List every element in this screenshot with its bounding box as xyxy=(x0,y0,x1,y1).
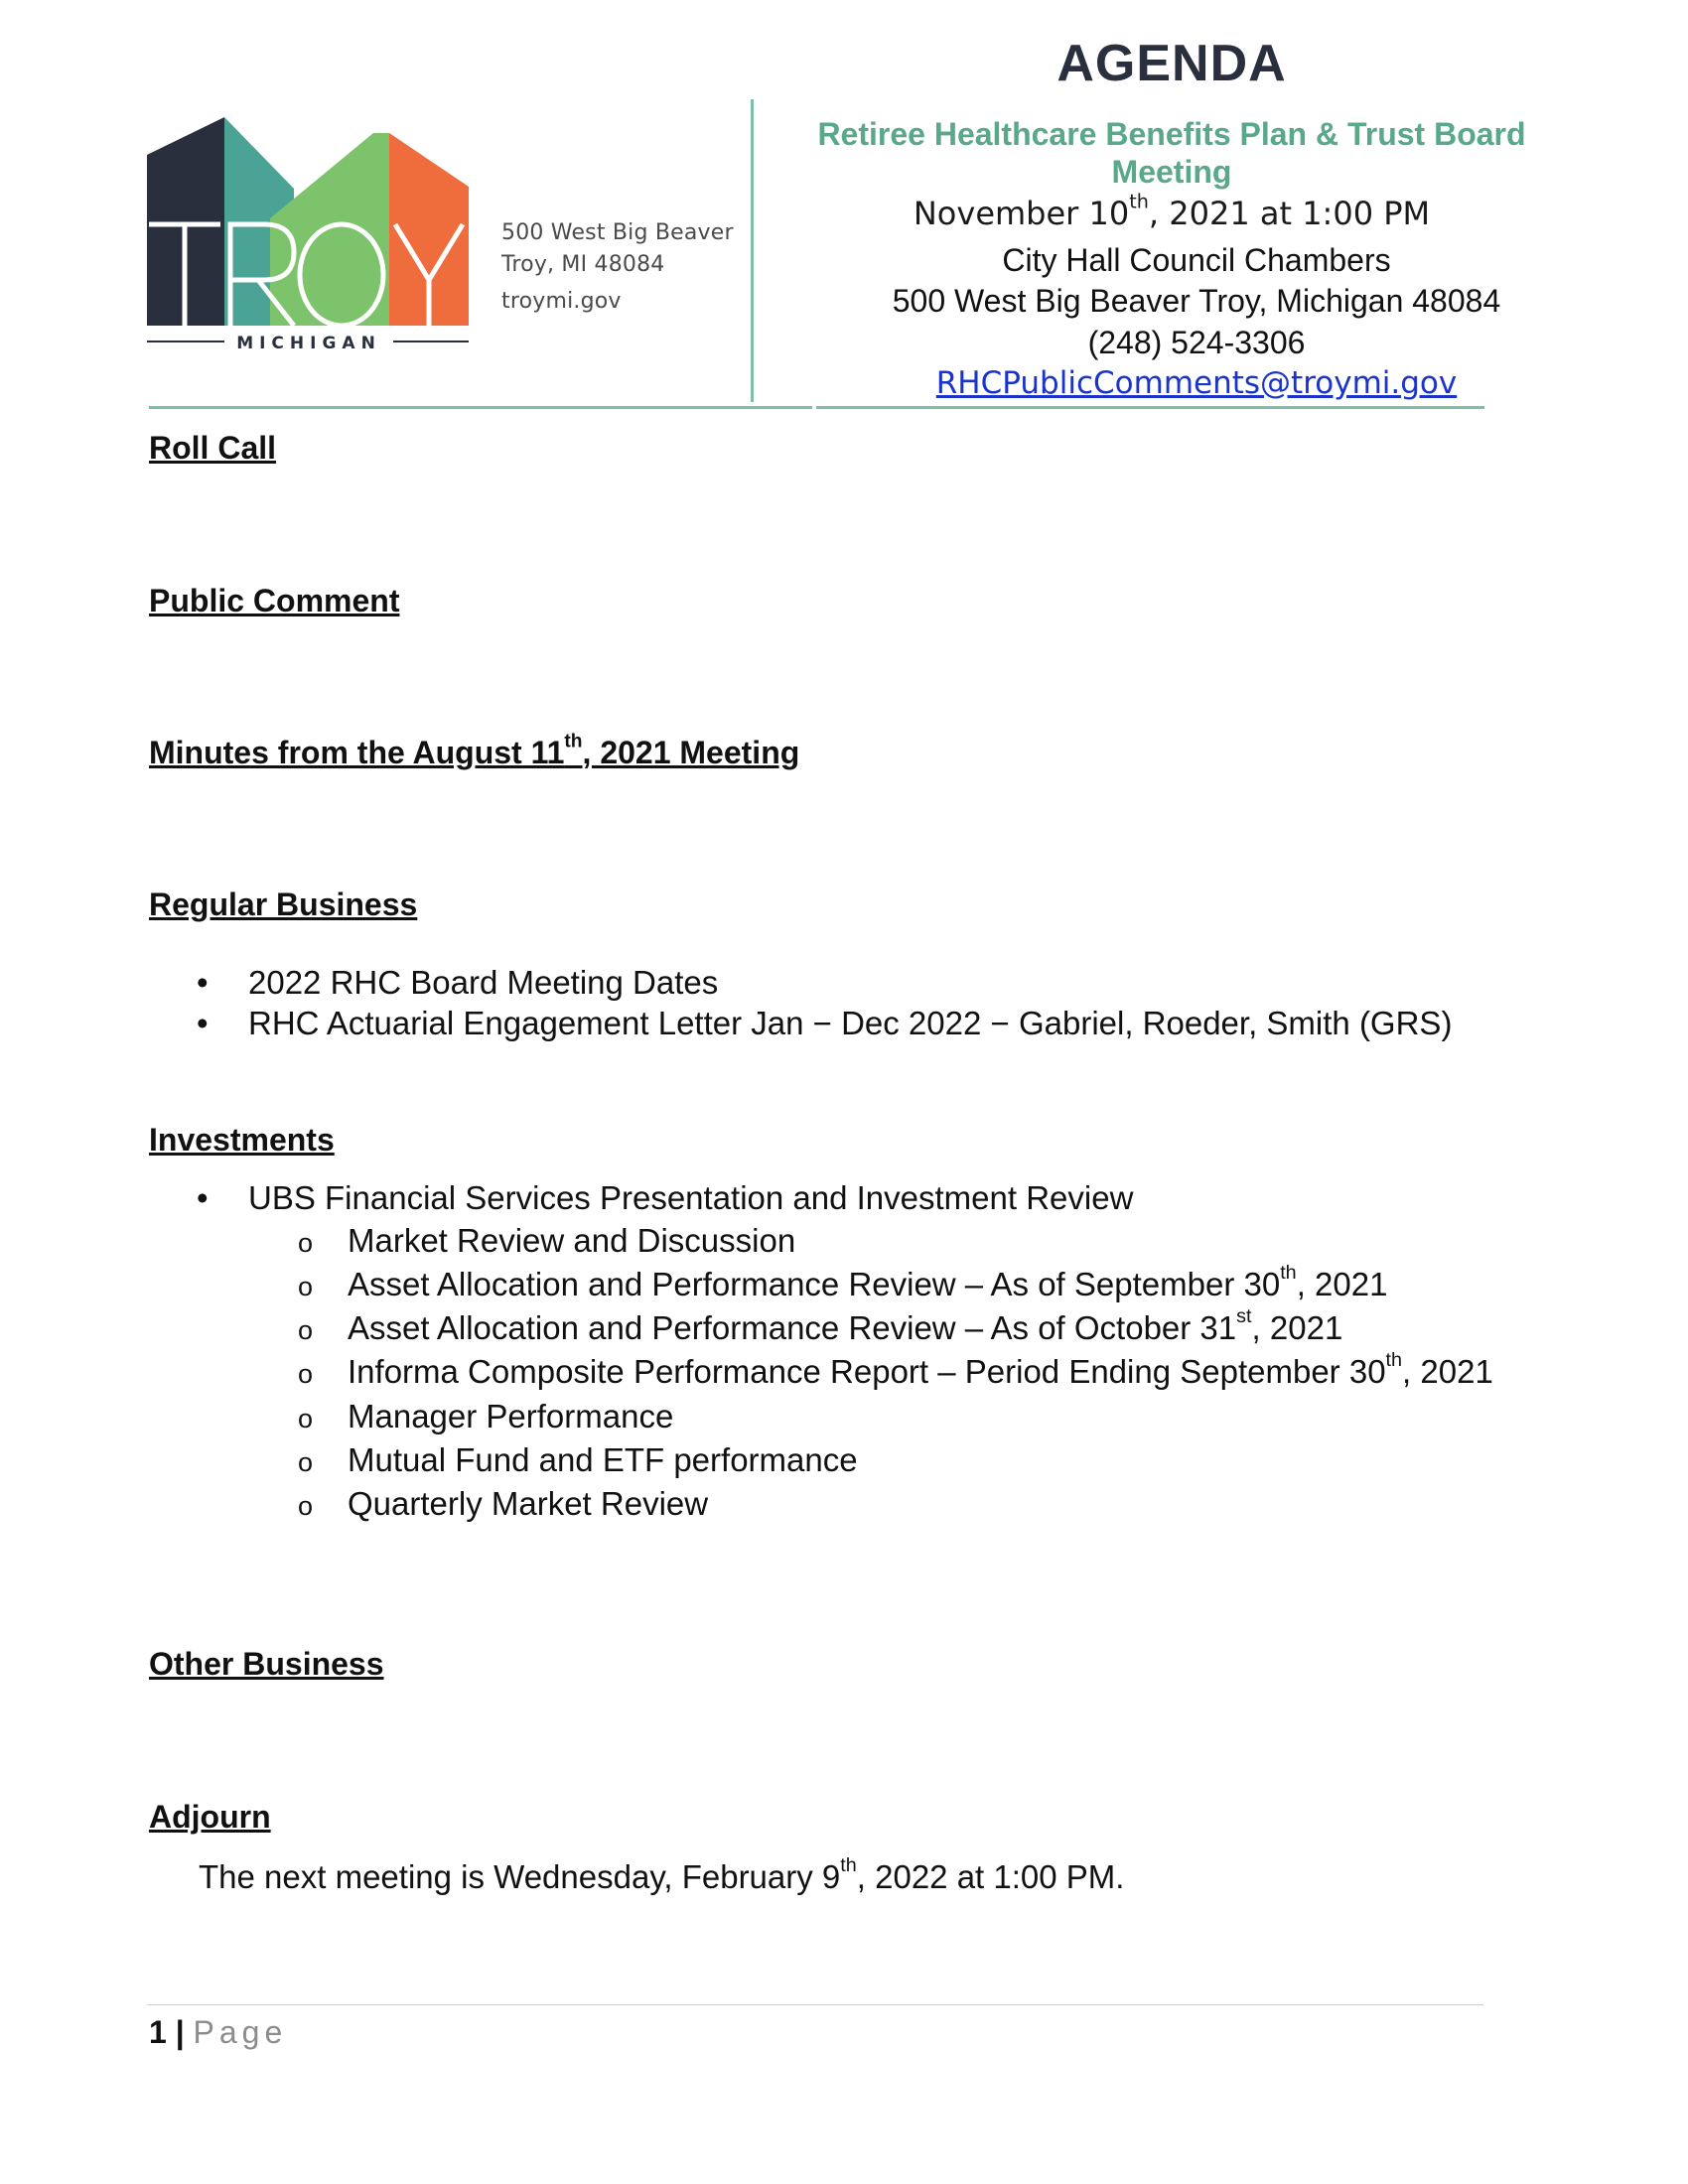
sub-bullet-icon: o xyxy=(298,1491,314,1521)
page-footer xyxy=(149,2014,287,2051)
header-vertical-divider xyxy=(751,99,754,402)
public-comment-heading: Public Comment xyxy=(149,583,400,618)
regular-business-item: 2022 RHC Board Meeting Dates xyxy=(248,964,719,1001)
investments-subitem: Mutual Fund and ETF performance xyxy=(348,1441,858,1478)
sub-bullet-icon: o xyxy=(298,1404,314,1433)
board-name-line2: Meeting xyxy=(1111,154,1232,190)
minutes-heading: Minutes from the August 11th, 2021 Meeting xyxy=(149,731,800,770)
meeting-date-time: November 10th, 2021 at 1:00 PM xyxy=(913,190,1431,232)
investments-subitem: Manager Performance xyxy=(348,1398,674,1434)
page-number: 1 xyxy=(149,2014,167,2050)
investments-heading: Investments xyxy=(149,1122,335,1158)
bullet-icon: • xyxy=(197,964,209,1001)
sub-bullet-icon: o xyxy=(298,1228,314,1258)
sub-bullet-icon: o xyxy=(298,1272,314,1301)
logo-subtitle: MICHIGAN xyxy=(236,334,381,353)
logo-address-line1: 500 West Big Beaver xyxy=(501,220,734,245)
public-comments-email-link[interactable]: RHCPublicComments@troymi.gov xyxy=(935,365,1458,401)
adjourn-heading: Adjourn xyxy=(149,1799,271,1835)
agenda-title: AGENDA xyxy=(1056,35,1287,92)
meeting-street-address: 500 West Big Beaver Troy, Michigan 48084 xyxy=(892,283,1501,319)
regular-business-item: RHC Actuarial Engagement Letter Jan − Dec 2022 − Gabriel, Roeder, Smith (GRS) xyxy=(248,1005,1453,1041)
investments-subitem: Asset Allocation and Performance Review – As of October 31st, 2021 xyxy=(348,1305,1343,1346)
footer-separator: | xyxy=(175,2014,185,2050)
logo-address-line2: Troy, MI 48084 xyxy=(501,252,665,277)
other-business-heading: Other Business xyxy=(149,1646,384,1682)
bullet-icon: • xyxy=(197,1179,209,1216)
meeting-location: City Hall Council Chambers xyxy=(1002,242,1391,278)
investments-item: UBS Financial Services Presentation and Investment Review xyxy=(248,1179,1134,1216)
header-rule-left xyxy=(149,406,812,409)
sub-bullet-icon: o xyxy=(298,1359,314,1389)
bullet-icon: • xyxy=(197,1005,209,1041)
sub-bullet-icon: o xyxy=(298,1315,314,1345)
regular-business-heading: Regular Business xyxy=(149,887,418,922)
page-label: Page xyxy=(193,2014,288,2050)
header-rule-right xyxy=(816,406,1484,409)
meeting-phone: (248) 524-3306 xyxy=(1087,325,1306,360)
roll-call-heading: Roll Call xyxy=(149,430,277,466)
next-meeting-text: The next meeting is Wednesday, February 9th, 2022 at 1:00 PM. xyxy=(199,1854,1125,1895)
investments-subitem: Informa Composite Performance Report – Period Ending September 30th, 2021 xyxy=(348,1349,1493,1390)
board-name-line1: Retiree Healthcare Benefits Plan & Trust Board xyxy=(817,116,1526,152)
troy-michigan-logo xyxy=(147,117,475,355)
investments-subitem: Quarterly Market Review xyxy=(348,1485,709,1522)
investments-subitem: Asset Allocation and Performance Review – As of September 30th, 2021 xyxy=(348,1262,1388,1302)
investments-subitem: Market Review and Discussion xyxy=(348,1222,796,1259)
footer-rule xyxy=(147,2004,1483,2005)
sub-bullet-icon: o xyxy=(298,1447,314,1477)
logo-website: troymi.gov xyxy=(501,289,622,314)
